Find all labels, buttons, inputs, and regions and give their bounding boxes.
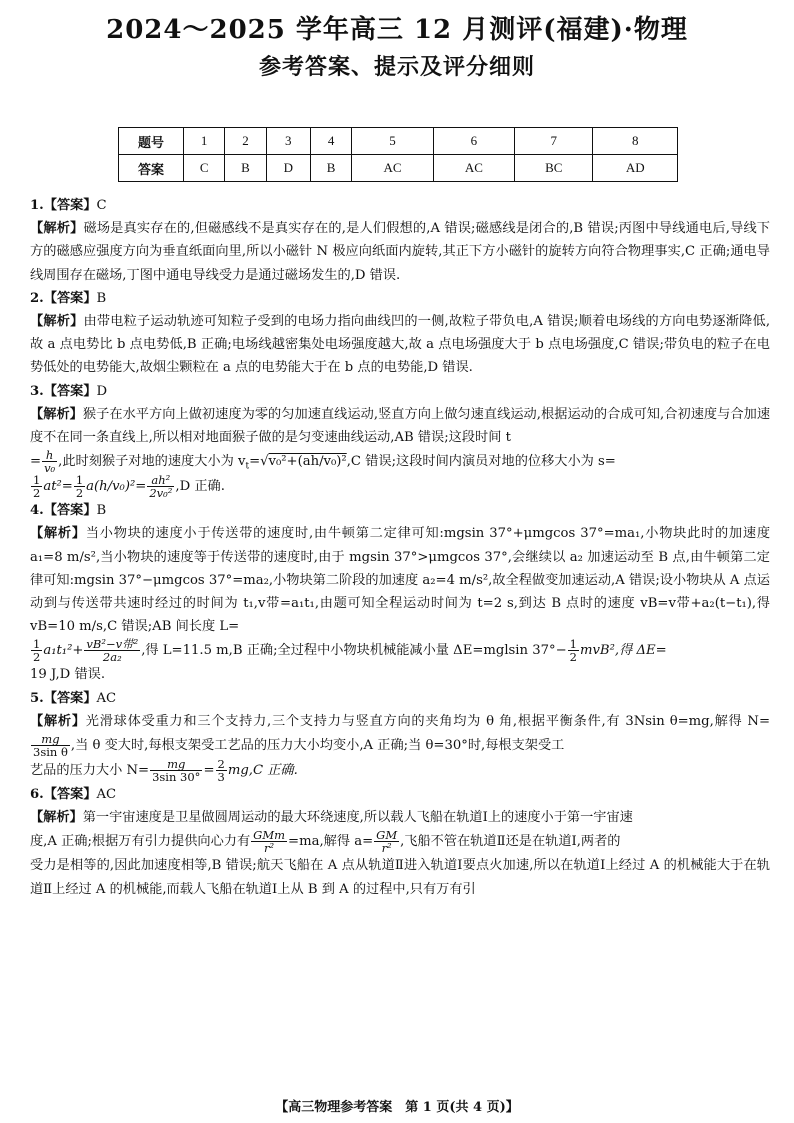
analysis-text: 【解析】由带电粒子运动轨迹可知粒子受到的电场力指向曲线凹的一侧,故粒子带负电,A 错误;顺着电场线的方向电势逐渐降低,故 a 点电势比 b 点电势低,B 正确;电场线越密集处电场强度越大,故 a 点电场强度大于 b 点电场强度,C 错误;带负电的粒子在电势低处的电势能大,故烟尘颗粒在 a 点的电势能大于在 b 点的电势能,D 错误.	[30, 314, 771, 376]
table-cell: 7	[515, 128, 593, 155]
page-subtitle: 参考答案、提示及评分细则	[258, 54, 535, 80]
table-row-answers	[119, 155, 678, 182]
table-cell: D	[266, 155, 310, 182]
table-cell: BC	[515, 155, 593, 182]
table-cell: 5	[352, 128, 433, 155]
fraction: $\frac{1}{2}$	[33, 473, 41, 501]
question-4	[30, 499, 770, 686]
question-2	[30, 287, 770, 380]
answer-table	[118, 127, 678, 182]
fraction: $\frac{\text{ah²}}{\text{2v₀²}}$	[149, 473, 173, 501]
fraction: $\frac{mg}{\text{3sin θ}}$	[33, 732, 68, 760]
table-cell: AC	[433, 155, 514, 182]
page-title: 2024～2025 学年高三 12 月测评(福建)·物理	[106, 15, 688, 45]
analysis-text: 【解析】第一宇宙速度是卫星做圆周运动的最大环绕速度,所以载人飞船在轨道Ⅰ上的速度小于第一宇宙速 度,A 正确;根据万有引力提供向心力有 $\frac{\text{GMm}}{\text{r²}}$ =ma,解得 a= $\frac{GM}{\text{r²}}$ ,飞船不管在轨道Ⅱ还是在轨道Ⅰ,两者的 受力是相等的,因此加速度相等,B 错误;航天飞船在 A 点从轨道Ⅱ进入轨道Ⅰ要点火加速,所以在轨道Ⅰ上经过 A 的机械能大于在轨道Ⅱ上经过 A 的机械能,而载人飞船在轨道Ⅰ上从 B 到 A 的过程中,只有万有引	[30, 810, 770, 897]
table-cell: AC	[352, 155, 433, 182]
question-1	[30, 194, 770, 287]
table-cell: 2	[225, 128, 266, 155]
fraction: $\frac{1}{2}$	[33, 637, 41, 665]
answer-line: 5.【答案】AC	[30, 690, 117, 706]
fraction: $\frac{GM}{\text{r²}}$	[376, 828, 398, 856]
answer-line: 1.【答案】C	[30, 198, 107, 213]
analysis-text: 【解析】猴子在水平方向上做初速度为零的匀加速直线运动,竖直方向上做匀速直线运动,根据运动的合成可知,合初速度与合加速度不在同一条直线上,所以相对地面猴子做的是匀变速曲线运动,AB 错误;这段时间 t = $\frac{h}{\text{v₀}}$ ,此时刻猴子对地的速度大小为 $v_t=√v_0^2+(ah/v_0)^2,C$ 错误;这段时间内演员对地的位移大小为 s= $\frac{1}{2}$ at²= $\frac{1}{2}$ a(h/v₀)²= $\frac{\text{ah²}}{\text{2v₀²}}$ ,D 正确.	[30, 406, 771, 501]
fraction: $\frac{\text{vB²−v带²}}{\text{2a₂}}$	[86, 637, 139, 665]
analysis-text: 【解析】磁场是真实存在的,但磁感线不是真实存在的,是人们假想的,A 错误;磁感线是闭合的,B 错误;丙图中导线通电后,导线下方的磁感应强度方向为垂直纸面向里,所以小磁针 N 极应向纸面内旋转,其正下方小磁针的旋转方向符合物理事实,C 正确;通电导线周围存在磁场,丁图中通电导线受力是通过磁场发生的,D 错误.	[30, 221, 770, 283]
question-6	[30, 783, 770, 901]
fraction: $\frac{1}{2}$	[569, 637, 577, 665]
table-cell: 3	[266, 128, 310, 155]
table-row-question-numbers	[119, 128, 678, 155]
table-cell: 4	[310, 128, 351, 155]
fraction: $\frac{mg}{3\sin 30^\circ}$	[152, 757, 201, 785]
table-cell: 6	[433, 128, 514, 155]
table-header-answer: 答案	[119, 155, 184, 182]
fraction: $\frac{1}{2}$	[75, 473, 84, 501]
table-cell: AD	[593, 155, 678, 182]
table-cell: C	[184, 155, 225, 182]
fraction: $\frac{2}{3}$	[217, 757, 225, 785]
answer-line: 4.【答案】B	[30, 503, 107, 519]
question-3	[30, 380, 770, 500]
table-cell: B	[225, 155, 266, 182]
table-header-number: 题号	[119, 128, 184, 155]
answer-line: 6.【答案】AC	[30, 787, 117, 803]
page-footer: 【高三物理参考答案 第 1 页(共 4 页)】	[275, 1100, 519, 1115]
solutions-body	[30, 194, 770, 901]
question-5	[30, 687, 770, 783]
table-cell: 8	[593, 128, 678, 155]
analysis-text: 【解析】当小物块的速度小于传送带的速度时,由牛顿第二定律可知:mgsin 37°+μmgcos 37°=ma₁,小物块此时的加速度 a₁=8 m/s²,当小物块的速度等于传送带的速度时,由于 mgsin 37°>μmgcos 37°,会继续以 a₂ 加速运动至 B 点,由牛顿第二定律可知:mgsin 37°−μmgcos 37°=ma₂,小物块第二阶段的加速度 a₂=4 m/s²,故全程做变加速运动,A 错误;设小物块从 A 点运动到与传送带共速时经过的时间为 t₁,v带=a₁t₁,由题可知全程运动时间为 t=2 s,到达 B 点时的速度 vB=v带+a₂(t−t₁),得 vB=10 m/s,C 错误;AB 间长度 L= $\frac{1}{2}$ a₁t₁²+ $\frac{\text{vB²−v带²}}{\text{2a₂}}$ ,得 L=11.5 m,B 正确;全过程中小物块机械能减小量 ΔE=mglsin 37°− $\frac{1}{2}$ mvB²,得 ΔE= 19 J,D 错误.	[30, 526, 771, 683]
table-cell: B	[310, 155, 351, 182]
fraction: $\frac{\text{GMm}}{\text{r²}}$	[253, 828, 286, 856]
fraction: $\frac{h}{\text{v₀}}$	[44, 448, 56, 476]
table-cell: 1	[184, 128, 225, 155]
answer-line: 3.【答案】D	[30, 383, 108, 399]
answer-line: 2.【答案】B	[30, 290, 107, 306]
analysis-text: 【解析】光滑球体受重力和三个支持力,三个支持力与竖直方向的夹角均为 θ 角,根据平衡条件,有 3Nsin θ=mg,解得 N= $\frac{mg}{\text{3sin θ}}$ ,当 θ 变大时,每根支架受工艺品的压力大小均变小,A 正确;当 θ=30°时,每根支架受工 艺品的压力大小 N= $\frac{mg}{3\sin 30^\circ}$ = $\frac{2}{3}$ mg,C 正确.	[30, 713, 770, 785]
